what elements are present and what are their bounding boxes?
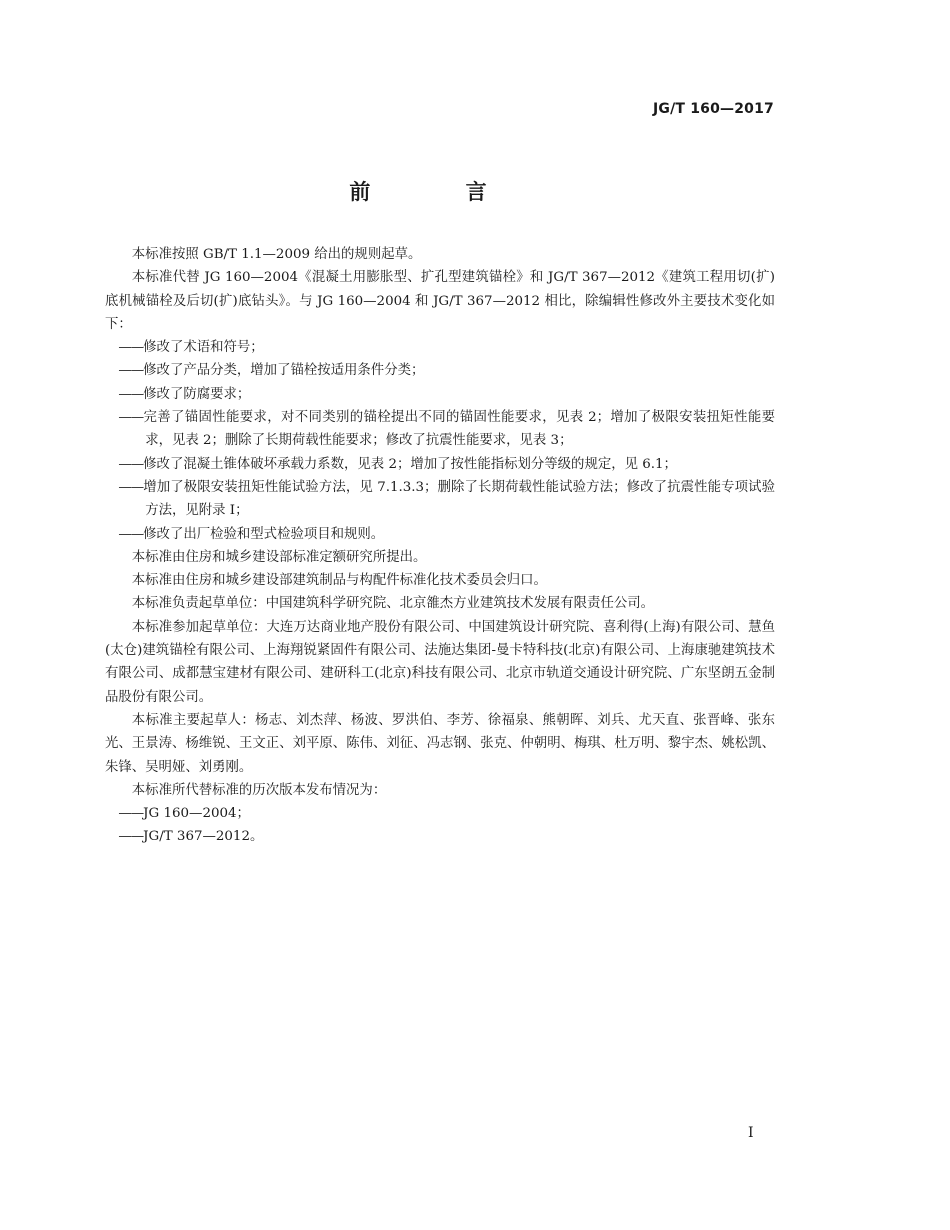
paragraph-version-history: 本标准所代替标准的历次版本发布情况为：: [131, 782, 387, 798]
change-text: 修改了出厂检验和型式检验项目和规则。: [143, 526, 385, 542]
change-text: 修改了术语和符号；: [143, 340, 264, 356]
version-list-item: [105, 802, 775, 825]
change-list-item: [105, 383, 775, 406]
change-text: 修改了混凝土锥体破坏承载力系数，见表 2；增加了按性能指标划分等级的规定，见 6.1；: [143, 456, 677, 472]
paragraph-lead-drafting-units: 本标准负责起草单位：中国建筑科学研究院、北京雒杰方业建筑技术发展有限责任公司。: [131, 596, 655, 612]
change-list-item: [105, 476, 775, 523]
version-list-item: [105, 825, 775, 848]
page-title: 前 言: [349, 180, 531, 204]
foreword-body: [105, 243, 775, 849]
change-text: 修改了产品分类，增加了锚栓按适用条件分类；: [143, 363, 425, 379]
change-text: 增加了极限安装扭矩性能试验方法，见 7.1.3.3；删除了长期荷载性能试验方法；修改了抗震性能专项试验方法，见附录 I；: [143, 479, 775, 519]
change-list-item: [105, 336, 775, 359]
dash: ——: [118, 340, 144, 356]
dash: ——: [118, 479, 144, 495]
change-list-item: [105, 523, 775, 546]
dash: ——: [118, 829, 144, 845]
paragraph-proposed-by: 本标准由住房和城乡建设部标准定额研究所提出。: [131, 549, 427, 565]
dash: ——: [118, 410, 144, 426]
dash: ——: [118, 456, 144, 472]
dash: ——: [118, 386, 144, 402]
paragraph-replacement: 本标准代替 JG 160—2004《混凝土用膨胀型、扩孔型建筑锚栓》和 JG/T 367—2012《建筑工程用切(扩)底机械锚栓及后切(扩)底钻头》。与 JG 160—2004 和 JG/T 367—2012 相比，除编辑性修改外主要技术变化如下：: [105, 270, 775, 332]
paragraph-participating-units: 本标准参加起草单位：大连万达商业地产股份有限公司、中国建筑设计研究院、喜利得(上海)有限公司、慧鱼(太仓)建筑锚栓有限公司、上海翔锐紧固件有限公司、法施达集团-曼卡特科技(北京)有限公司、上海康驰建筑技术有限公司、成都慧宝建材有限公司、建研科工(北京)科技有限公司、北京市轨道交通设计研究院、广东坚朗五金制品股份有限公司。: [105, 619, 775, 705]
paragraph-main-drafters: 本标准主要起草人：杨志、刘杰萍、杨波、罗洪伯、李芳、徐福泉、熊朝晖、刘兵、尤天直、张晋峰、张东光、王景涛、杨维锐、王文正、刘平原、陈伟、刘征、冯志钢、张克、仲朝明、梅琪、杜万明、黎宇杰、姚松凯、朱锋、吴明娅、刘勇刚。: [105, 712, 775, 775]
version-text: JG/T 367—2012。: [143, 829, 264, 845]
change-list-item: [105, 453, 775, 476]
change-text: 完善了锚固性能要求，对不同类别的锚栓提出不同的锚固性能要求，见表 2；增加了极限安装扭矩性能要求，见表 2；删除了长期荷载性能要求；修改了抗震性能要求，见表 3；: [143, 410, 775, 449]
paragraph-drafting-rules: 本标准按照 GB/T 1.1—2009 给出的规则起草。: [131, 247, 422, 262]
change-text: 修改了防腐要求；: [143, 386, 251, 402]
dash: ——: [118, 806, 144, 822]
paragraph-technical-committee: 本标准由住房和城乡建设部建筑制品与构配件标准化技术委员会归口。: [131, 573, 547, 589]
change-list-item: [105, 359, 775, 382]
change-list-item: [105, 406, 775, 453]
page-number: I: [748, 1125, 754, 1141]
dash: ——: [118, 363, 144, 379]
standard-code: JG/T 160—2017: [652, 101, 774, 117]
version-text: JG 160—2004；: [143, 806, 250, 822]
dash: ——: [118, 526, 144, 542]
